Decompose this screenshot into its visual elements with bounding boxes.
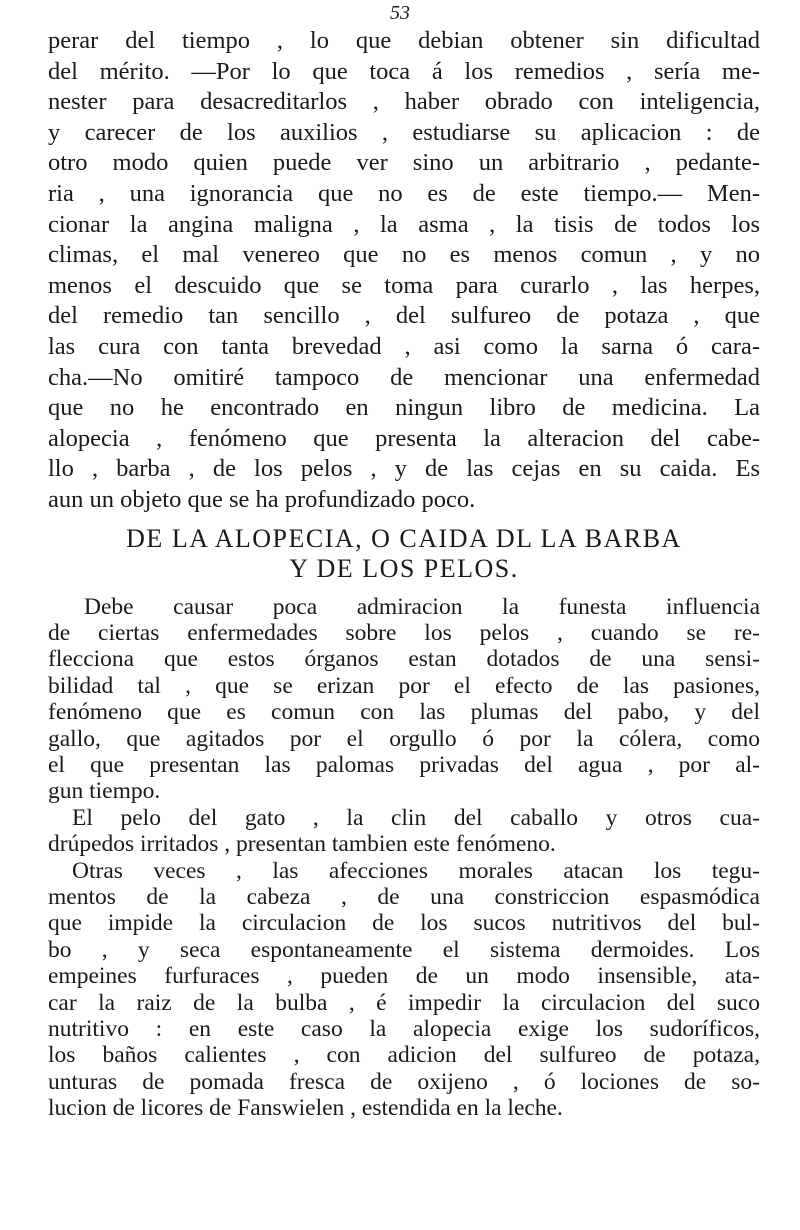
text-line: que no he encontrado en ningun libro de medicina. La [48, 394, 760, 422]
text-line: del mérito. —Por lo que toca á los remedios , sería me- [48, 57, 760, 85]
page-number: 53 [390, 2, 410, 24]
text-line: aun un objeto que se ha profundizado poco. [48, 485, 476, 513]
text-line: nester para desacreditarlos , haber obrado con inteligencia, [48, 88, 760, 116]
text-line: el que presentan las palomas privadas del agua , por al- [48, 751, 760, 778]
paragraph-1 [48, 26, 760, 516]
text-line: perar del tiempo , lo que debian obtener sin dificultad [48, 27, 760, 54]
text-line: otro modo quien puede ver sino un arbitrario , pedante- [48, 149, 760, 177]
text-line: drúpedos irritados , presentan tambien este fenómeno. [48, 831, 556, 858]
text-line: lucion de licores de Fanswielen , estendida en la leche. [48, 1095, 563, 1122]
text-line: bilidad tal , que se erizan por el efecto de las pasiones, [48, 672, 760, 699]
text-line: los baños calientes , con adicion del sulfureo de potaza, [48, 1042, 760, 1069]
text-line: nutritivo : en este caso la alopecia exige los sudoríficos, [48, 1016, 760, 1042]
text-line: gallo, que agitados por el orgullo ó por la cólera, como [48, 725, 760, 752]
section-heading-continued: Y DE LOS PELOS. [289, 553, 519, 583]
text-line: que impide la circulacion de los sucos nutritivos del bul- [48, 910, 760, 937]
paragraph-2 [48, 594, 760, 805]
text-line: ria , una ignorancia que no es de este tiempo.— Men- [48, 179, 760, 207]
section-heading: DE LA ALOPECIA, O CAIDA DL LA BARBA [126, 523, 682, 553]
text-line: bo , y seca espontaneamente el sistema dermoides. Los [48, 936, 760, 963]
paragraph-4 [48, 858, 760, 1122]
text-line: empeines furfuraces , pueden de un modo insensible, ata- [48, 963, 760, 990]
text-line: Otras veces , las afecciones morales atacan los tegu- [72, 857, 760, 884]
text-line: Debe causar poca admiracion la funesta influencia [84, 593, 760, 620]
text-line: cha.—No omitiré tampoco de mencionar una enfermedad [48, 363, 760, 391]
text-line: gun tiempo. [48, 778, 161, 805]
text-line: llo , barba , de los pelos , y de las cejas en su caida. Es [48, 455, 760, 483]
text-line: menos el descuido que se toma para curarlo , las herpes, [48, 271, 760, 299]
text-line: alopecia , fenómeno que presenta la alteracion del cabe- [48, 424, 760, 452]
paragraph-3 [48, 805, 760, 858]
text-line: car la raiz de la bulba , é impedir la circulacion del suco [48, 989, 760, 1016]
text-line: y carecer de los auxilios , estudiarse su aplicacion : de [48, 118, 760, 146]
text-line: mentos de la cabeza , de una constriccion espasmódica [48, 883, 760, 910]
text-line: unturas de pomada fresca de oxijeno , ó lociones de so- [48, 1068, 760, 1095]
text-line: del remedio tan sencillo , del sulfureo de potaza , que [48, 302, 760, 330]
text-line: las cura con tanta brevedad , asi como la sarna ó cara- [48, 332, 760, 360]
text-line: de ciertas enfermedades sobre los pelos , cuando se re- [48, 619, 760, 646]
text-line: El pelo del gato , la clin del caballo y otros cua- [72, 804, 760, 831]
text-line: fenómeno que es comun con las plumas del pabo, y del [48, 699, 760, 726]
text-line: climas, el mal venereo que no es menos comun , y no [48, 241, 760, 269]
text-line: flecciona que estos órganos estan dotados de una sensi- [48, 646, 760, 673]
body-text [48, 26, 760, 1122]
text-line: cionar la angina maligna , la asma , la tisis de todos los [48, 210, 760, 238]
